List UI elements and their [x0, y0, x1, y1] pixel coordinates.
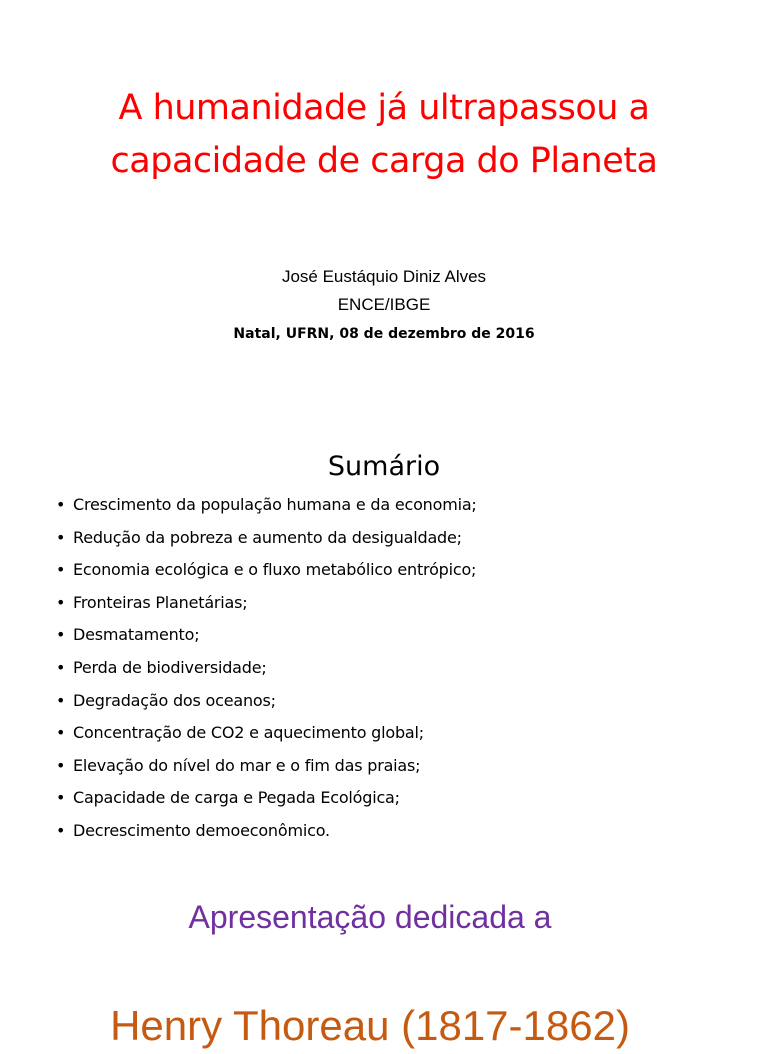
list-item [56, 717, 736, 750]
list-item [56, 489, 736, 522]
list-item [56, 587, 736, 620]
list-item-text: Crescimento da população humana e da economia; [73, 495, 477, 514]
list-item [56, 685, 736, 718]
bullet-icon: • [56, 690, 66, 710]
bullet-icon: • [56, 788, 66, 808]
event-date-location: Natal, UFRN, 08 de dezembro de 2016 [233, 326, 535, 342]
list-item [56, 554, 736, 587]
bullet-icon: • [56, 723, 66, 743]
list-item [56, 619, 736, 652]
summary-heading: Sumário [327, 451, 441, 482]
list-item-text: Fronteiras Planetárias; [73, 592, 248, 612]
bullet-icon: • [56, 527, 66, 547]
list-item-text: Capacidade de carga e Pegada Ecológica; [73, 788, 400, 808]
honoree-name: Henry Thoreau (1817-1862) [110, 1002, 630, 1049]
slide-title: A humanidade já ultrapassou a capacidade de carga do Planeta [110, 88, 658, 181]
list-item-text: Degradação dos oceanos; [73, 690, 276, 710]
bullet-icon: • [56, 560, 66, 580]
dedication-text: Apresentação dedicada a [188, 899, 552, 935]
list-item-text: Perda de biodiversidade; [73, 657, 267, 677]
list-item-text: Economia ecológica e o fluxo metabólico entrópico; [73, 560, 477, 580]
list-item [56, 652, 736, 685]
list-item-text: Concentração de CO2 e aquecimento global; [73, 723, 424, 743]
list-item [56, 750, 736, 783]
author-institution: ENCE/IBGE [337, 295, 431, 314]
bullet-icon: • [56, 820, 66, 840]
list-item-text: Redução da pobreza e aumento da desigualdade; [73, 527, 462, 547]
list-item [56, 522, 736, 555]
list-item-text: Decrescimento demoeconômico. [73, 820, 330, 840]
list-item [56, 815, 736, 848]
list-item-text: Desmatamento; [73, 625, 200, 645]
bullet-icon: • [56, 625, 66, 645]
bullet-icon: • [56, 592, 66, 612]
bullet-icon: • [56, 657, 66, 677]
summary-list [56, 489, 736, 848]
list-item [56, 782, 736, 815]
bullet-icon: • [56, 755, 66, 775]
author-name: José Eustáquio Diniz Alves [281, 267, 487, 286]
list-item-text: Elevação do nível do mar e o fim das praias; [73, 755, 421, 775]
bullet-icon: • [56, 495, 66, 514]
